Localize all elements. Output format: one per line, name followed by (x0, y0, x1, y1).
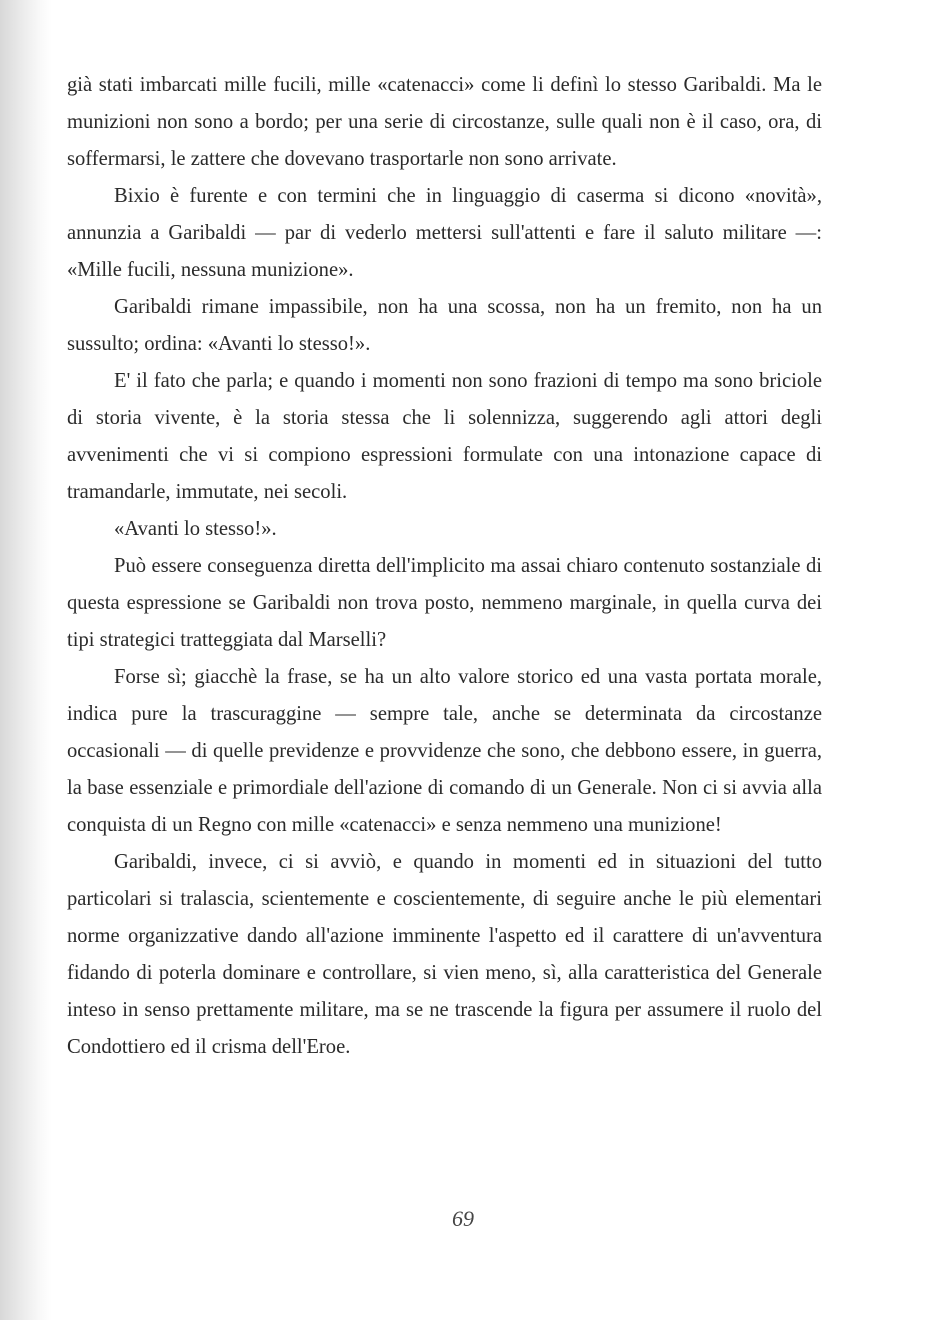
page-number: 69 (452, 1206, 474, 1231)
paragraph-quote: «Avanti lo stesso!». (114, 518, 277, 540)
paragraph: Bixio è furente e con termini che in linguaggio di caserma si dicono «novità», annunzia a Garibaldi — par di vederlo mettersi sull'attenti e fare il saluto militare —: «Mille fucili, nessuna munizione». (67, 185, 822, 281)
paragraph: Garibaldi rimane impassibile, non ha una scossa, non ha un fremito, non ha un sussulto; ordina: «Avanti lo stesso!». (67, 296, 822, 355)
paragraph-continued: già stati imbarcati mille fucili, mille «catenacci» come li definì lo stesso Garibaldi. Ma le munizioni non sono a bordo; per una serie di circostanze, sulle quali non è il caso, ora, di soffermarsi, le zattere che dovevano trasportarle non sono arrivate. (67, 74, 822, 170)
body-text (67, 67, 822, 1066)
paragraph: Forse sì; giacchè la frase, se ha un alto valore storico ed una vasta portata morale, indica pure la trascuraggine — sempre tale, anche se determinata da circostanze occasionali — di quelle previdenze e provvidenze che sono, che debbono essere, in guerra, la base essenziale e primordiale dell'azione di comando di un Generale. Non ci si avvia alla conquista di un Regno con mille «catenacci» e senza nemmeno una munizione! (67, 666, 822, 836)
paragraph: Può essere conseguenza diretta dell'implicito ma assai chiaro contenuto sostanziale di questa espressione se Garibaldi non trova posto, nemmeno marginale, in quella curva dei tipi strategici tratteggiata dal Marselli? (67, 555, 822, 651)
paragraph: Garibaldi, invece, ci si avviò, e quando in momenti ed in situazioni del tutto particolari si tralascia, scientemente e coscientemente, di seguire anche le più elementari norme organizzative dando all'azione imminente l'aspetto ed il carattere di un'avventura fidando di poterla dominare e controllare, si vien meno, sì, alla caratteristica del Generale inteso in senso prettamente militare, ma se ne trascende la figura per assumere il ruolo del Condottiero ed il crisma dell'Eroe. (67, 851, 822, 1058)
paragraph: E' il fato che parla; e quando i momenti non sono frazioni di tempo ma sono briciole di storia vivente, è la storia stessa che li solennizza, suggerendo agli attori degli avvenimenti che vi si compiono espressioni formulate con una intonazione capace di tramandarle, immutate, nei secoli. (67, 370, 822, 503)
binding-shadow (0, 0, 52, 1320)
